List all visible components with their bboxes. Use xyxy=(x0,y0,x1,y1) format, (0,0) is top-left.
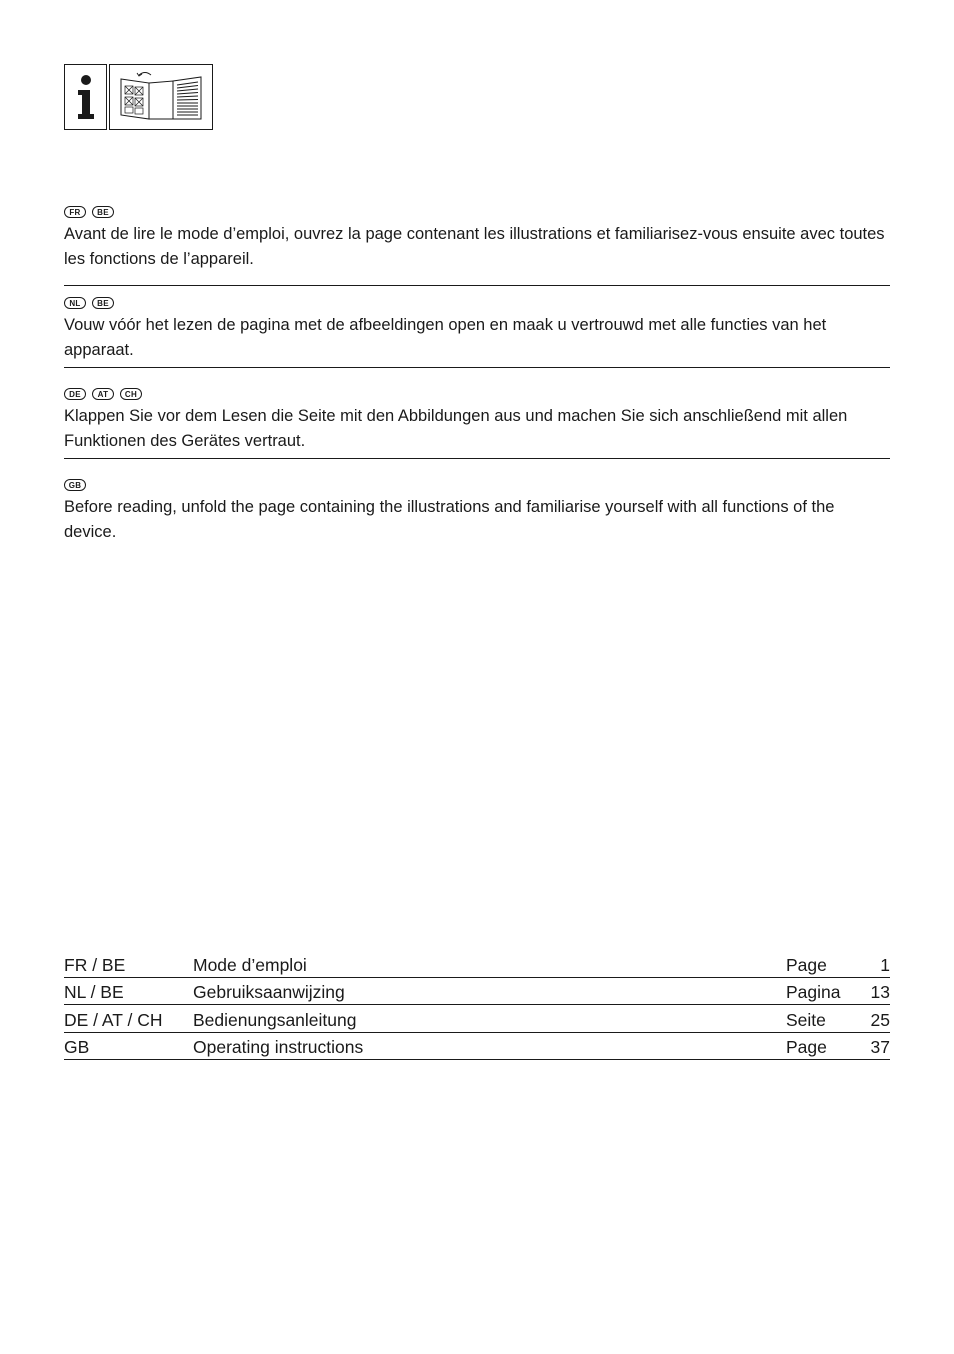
language-badge: NL xyxy=(64,297,86,309)
note-nl-be xyxy=(64,296,890,387)
note-text: Before reading, unfold the page containing the illustrations and familiarise yourself with all functions of the device. xyxy=(64,498,835,541)
toc-language: DE / AT / CH xyxy=(64,1005,193,1033)
toc-title: Mode d’emploi xyxy=(193,950,786,977)
toc-language: FR / BE xyxy=(64,950,193,977)
note-text: Vouw vóór het lezen de pagina met de afbeeldingen open en maak u vertrouwd met alle functies van het apparaat. xyxy=(64,316,827,359)
language-badge: BE xyxy=(92,206,114,218)
note-text: Avant de lire le mode d’emploi, ouvrez la page contenant les illustrations et familiarisez-vous ensuite avec toutes les fonctions de l’appareil. xyxy=(64,225,885,268)
toc-page-label: Page xyxy=(786,1032,850,1060)
toc-page-label: Pagina xyxy=(786,977,850,1005)
toc-page-label: Page xyxy=(786,950,850,977)
language-badge: AT xyxy=(92,388,114,400)
note-fr-be xyxy=(64,205,890,287)
note-text: Klappen Sie vor dem Lesen die Seite mit den Abbildungen aus und machen Sie sich anschließend mit allen Funktionen des Gerätes vertraut. xyxy=(64,407,848,450)
toc-page-number: 37 xyxy=(850,1032,890,1060)
toc-page-number: 13 xyxy=(850,977,890,1005)
toc-language: GB xyxy=(64,1032,193,1060)
note-gb xyxy=(64,478,890,558)
unfold-page-icon xyxy=(109,64,213,130)
info-icon xyxy=(64,64,107,130)
language-badges xyxy=(64,478,890,492)
language-badges xyxy=(64,296,890,310)
note-de-at-ch xyxy=(64,387,890,478)
table-row[interactable] xyxy=(64,977,890,1005)
table-of-contents xyxy=(64,950,890,1060)
toc-language: NL / BE xyxy=(64,977,193,1005)
header-icons xyxy=(64,64,213,130)
language-notes xyxy=(64,205,890,558)
language-badge: DE xyxy=(64,388,86,400)
language-badges xyxy=(64,387,890,401)
table-row[interactable] xyxy=(64,1032,890,1060)
toc-title: Gebruiksaanwijzing xyxy=(193,977,786,1005)
language-badge: GB xyxy=(64,479,86,491)
toc-title: Operating instructions xyxy=(193,1032,786,1060)
toc-page-label: Seite xyxy=(786,1005,850,1033)
table-row[interactable] xyxy=(64,950,890,977)
divider xyxy=(64,458,890,459)
language-badges xyxy=(64,205,890,219)
toc-page-number: 25 xyxy=(850,1005,890,1033)
language-badge: CH xyxy=(120,388,142,400)
divider xyxy=(64,367,890,368)
divider xyxy=(64,285,890,286)
language-badge: BE xyxy=(92,297,114,309)
toc-page-number: 1 xyxy=(850,950,890,977)
language-badge: FR xyxy=(64,206,86,218)
table-row[interactable] xyxy=(64,1005,890,1033)
toc-title: Bedienungsanleitung xyxy=(193,1005,786,1033)
